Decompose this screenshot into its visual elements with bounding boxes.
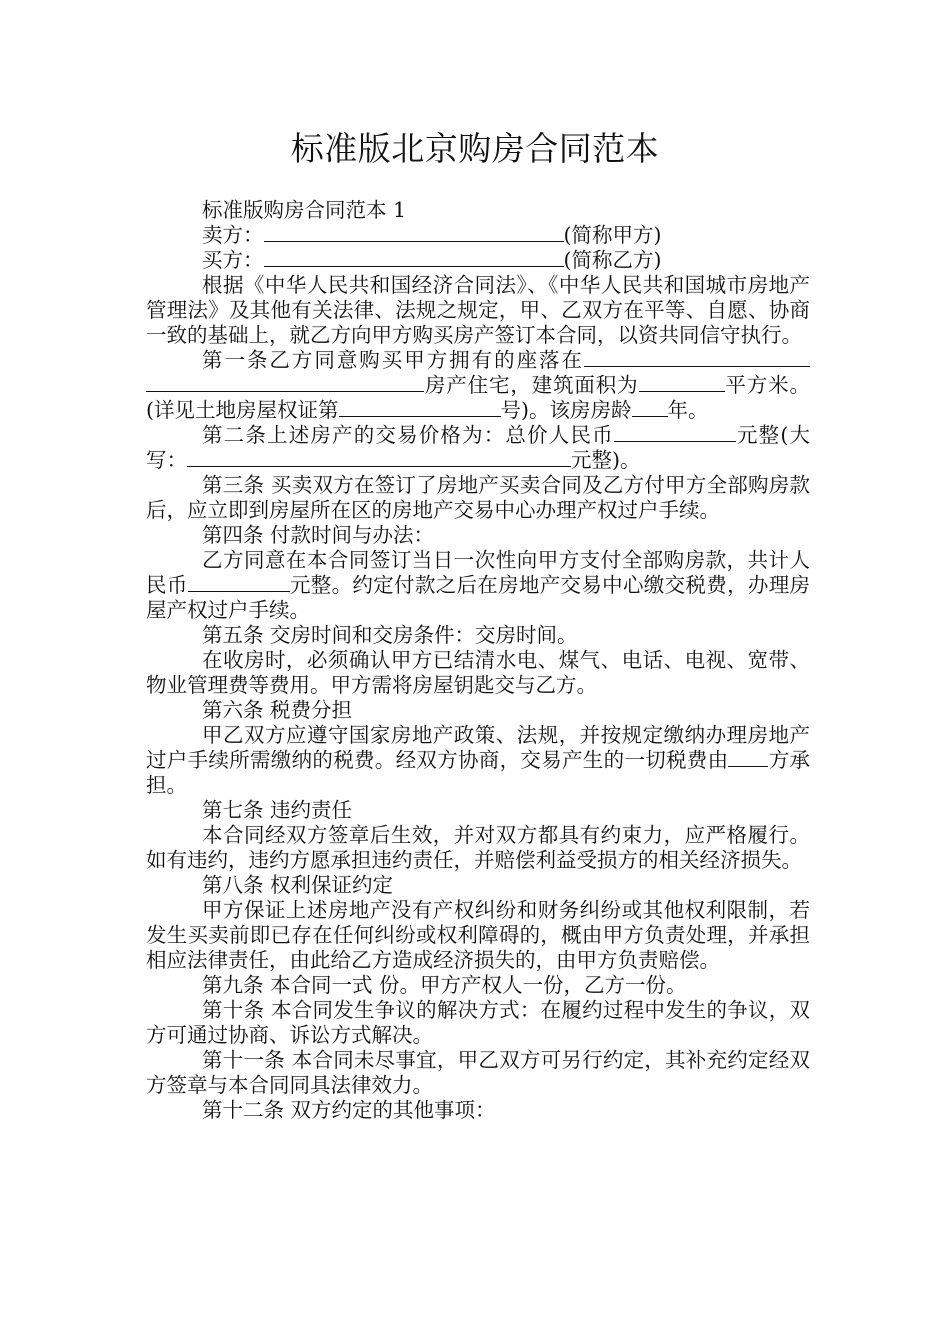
article-6-text: 甲乙双方应遵守国家房地产政策、法规，并按规定缴纳办理房地产过户手续所需缴纳的税费。经双方协商，交易产生的一切税费由 方承担。 [146,723,811,797]
article-7-title: 第七条 违约责任 [202,798,353,822]
location-blank [584,348,810,367]
article-4-text: 乙方同意在本合同签订当日一次性向甲方支付全部购房款，共计人民币 元整。约定付款之后在房地产交易中心缴交税费，办理房屋产权过户手续。 [146,548,811,622]
buyer-line: 买方： (简称乙方) [202,248,662,272]
tax-party-blank [728,748,768,767]
seller-blank [264,223,564,242]
buyer-blank [264,248,564,267]
article-5-title: 第五条 交房时间和交房条件：交房时间。 [202,623,578,647]
price-words-blank [187,448,571,467]
certificate-blank [339,398,501,417]
intro-paragraph: 根据《中华人民共和国经济合同法》、《中华人民共和国城市房地产管理法》及其他有关法律、法规之规定，甲、乙双方在平等、自愿、协商一致的基础上，就乙方向甲方购买房产签订本合同，以资共同信守执行。 [146,273,810,347]
document-title: 标准版北京购房合同范本 [290,129,660,168]
price-blank [614,423,736,442]
article-6-title: 第六条 税费分担 [202,698,353,722]
age-blank [632,398,668,417]
article-10: 第十条 本合同发生争议的解决方式：在履约过程中发生的争议，双方可通过协商、诉讼方式解决。 [146,998,810,1047]
contract-subtitle: 标准版购房合同范本 1 [202,198,407,222]
article-8-text: 甲方保证上述房地产没有产权纠纷和财务纠纷或其他权利限制，若发生买卖前即已存在任何纠纷或权利障碍的，概由甲方负责处理，并承担相应法律责任，由此给乙方造成经济损失的，由甲方负责赔偿。 [146,898,810,972]
document-body [146,198,810,1123]
article-7-text: 本合同经双方签章后生效，并对双方都具有约束力，应严格履行。如有违约，违约方愿承担违约责任，并赔偿利益受损方的相关经济损失。 [146,823,810,872]
area-blank [639,373,725,392]
seller-line: 卖方： (简称甲方) [202,223,662,247]
article-3: 第三条 买卖双方在签订了房地产买卖合同及乙方付甲方全部购房款后，应立即到房屋所在区的房地产交易中心办理产权过户手续。 [146,473,810,522]
article-2: 第二条上述房产的交易价格为：总价人民币 元整(大写： 元整)。 [146,423,811,472]
article-1: 第一条乙方同意购买甲方拥有的座落在房产住宅，建筑面积为 平方米。(详见土地房屋权证第 号)。该房房龄 年。 [146,348,811,422]
article-11: 第十一条 本合同未尽事宜，甲乙双方可另行约定，其补充约定经双方签章与本合同同具法律效力。 [146,1048,810,1097]
article-8-title: 第八条 权利保证约定 [202,873,394,897]
location-blank-2 [146,373,424,392]
article-4-title: 第四条 付款时间与办法： [202,523,435,547]
article-12: 第十二条 双方约定的其他事项： [202,1098,496,1122]
payment-blank [188,573,290,592]
article-9: 第九条 本合同一式 份。甲方产权人一份，乙方一份。 [202,973,687,997]
article-5-text: 在收房时，必须确认甲方已结清水电、煤气、电话、电视、宽带、物业管理费等费用。甲方需将房屋钥匙交与乙方。 [146,648,810,697]
